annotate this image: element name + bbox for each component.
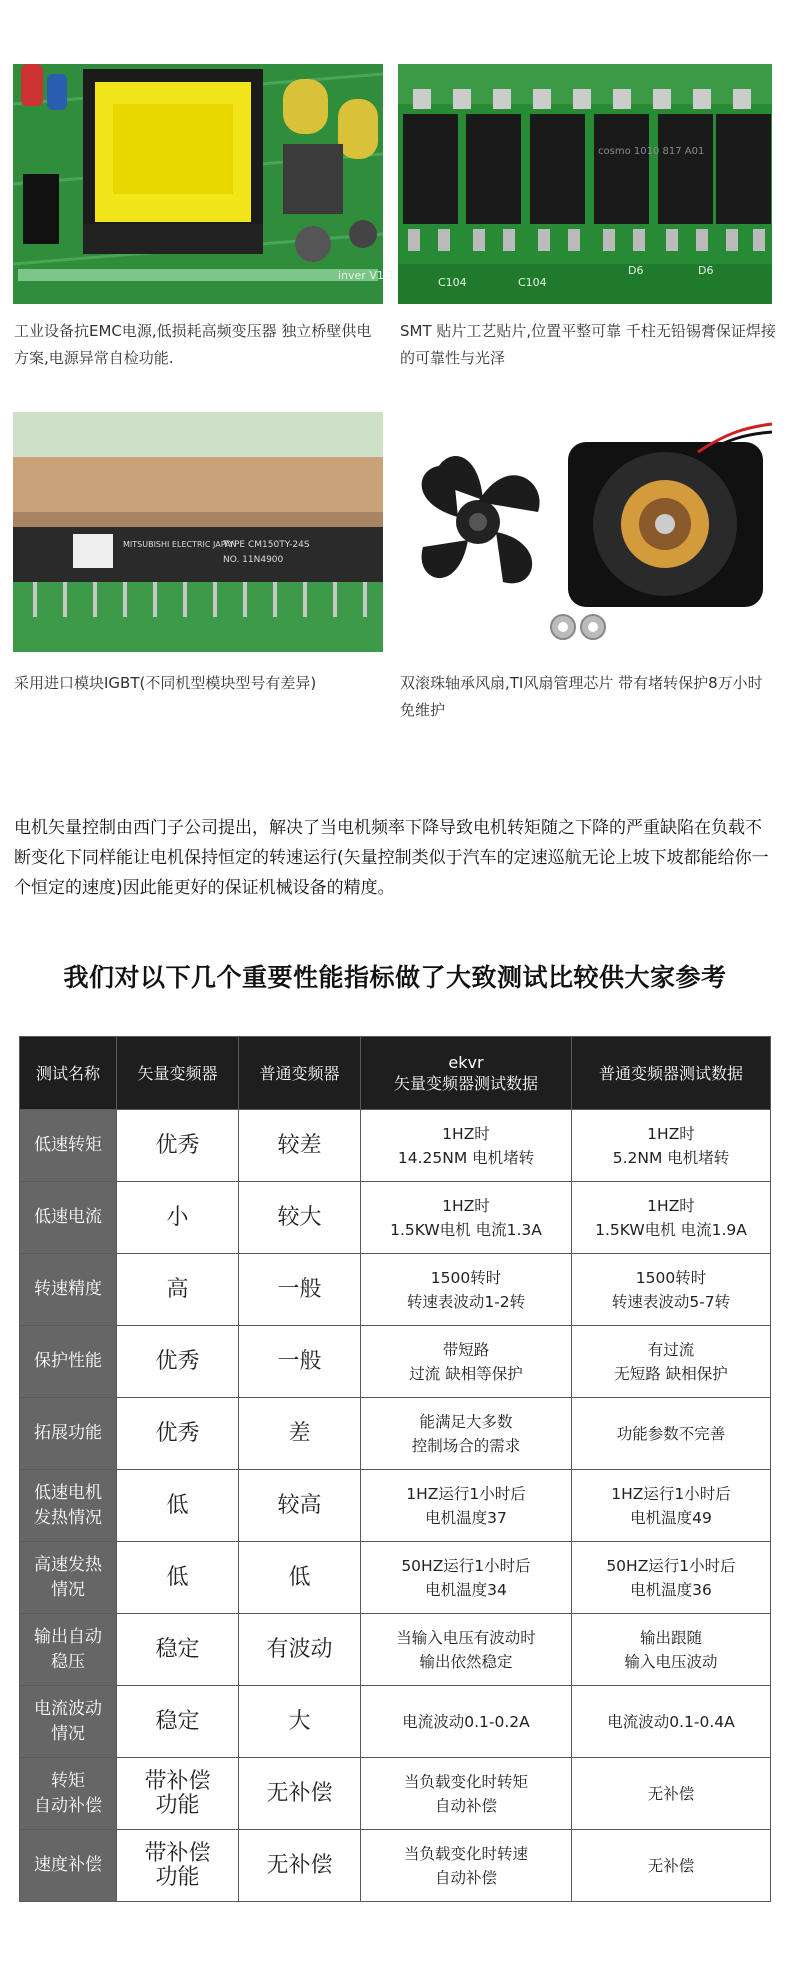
row-name-cell: 低速电机 发热情况 — [20, 1470, 117, 1542]
pcb-label-c104-b: C104 — [518, 276, 547, 289]
row-name-cell: 拓展功能 — [20, 1398, 117, 1470]
table-cell: 1HZ时 1.5KW电机 电流1.3A — [361, 1182, 572, 1254]
table-cell: 1HZ运行1小时后 电机温度49 — [572, 1470, 771, 1542]
row-name-cell: 电流波动 情况 — [20, 1686, 117, 1758]
emc-power-board-photo — [13, 64, 395, 304]
table-cell: 带短路 过流 缺相等保护 — [361, 1326, 572, 1398]
table-row — [20, 1830, 771, 1902]
table-header-cell: 矢量变频器 — [117, 1037, 239, 1110]
table-row — [20, 1182, 771, 1254]
table-row — [20, 1254, 771, 1326]
table-cell: 功能参数不完善 — [572, 1398, 771, 1470]
table-row — [20, 1686, 771, 1758]
row-name-cell: 转矩 自动补偿 — [20, 1758, 117, 1830]
row-name-cell: 输出自动 稳压 — [20, 1614, 117, 1686]
board-version-label: inver V1.1 — [338, 269, 395, 282]
igbt-caption: 采用进口模块IGBT(不同机型模块型号有差异) — [14, 674, 317, 692]
pcb-label-d6-b: D6 — [698, 264, 714, 277]
row-name-cell: 保护性能 — [20, 1326, 117, 1398]
table-header-cell: 普通变频器测试数据 — [572, 1037, 771, 1110]
table-cell: 稳定 — [117, 1686, 239, 1758]
table-cell: 1HZ运行1小时后 电机温度37 — [361, 1470, 572, 1542]
table-cell: 电流波动0.1-0.2A — [361, 1686, 572, 1758]
table-cell: 无补偿 — [572, 1758, 771, 1830]
emc-power-caption: 工业设备抗EMC电源,低损耗高频变压器 独立桥壁供电方案,电源异常自检功能. — [14, 322, 372, 367]
table-cell: 能满足大多数 控制场合的需求 — [361, 1398, 572, 1470]
table-body — [20, 1110, 771, 1902]
table-row — [20, 1758, 771, 1830]
table-cell: 1HZ时 14.25NM 电机堵转 — [361, 1110, 572, 1182]
table-cell: 优秀 — [117, 1110, 239, 1182]
table-cell: 无补偿 — [572, 1830, 771, 1902]
fan-caption: 双滚珠轴承风扇,TI风扇管理芯片 带有堵转保护8万小时免维护 — [400, 674, 763, 719]
table-cell: 一般 — [239, 1326, 361, 1398]
table-row — [20, 1110, 771, 1182]
igbt-module-photo — [13, 412, 383, 652]
table-row — [20, 1470, 771, 1542]
table-cell: 低 — [117, 1470, 239, 1542]
table-cell: 无补偿 — [239, 1758, 361, 1830]
table-cell: 高 — [117, 1254, 239, 1326]
row-name-cell: 低速电流 — [20, 1182, 117, 1254]
table-row — [20, 1398, 771, 1470]
table-cell: 输出跟随 输入电压波动 — [572, 1614, 771, 1686]
table-cell: 稳定 — [117, 1614, 239, 1686]
table-cell: 1500转时 转速表波动1-2转 — [361, 1254, 572, 1326]
smt-chip-marking: cosmo 1010 817 A01 — [598, 146, 705, 157]
table-header-row — [20, 1037, 771, 1110]
table-cell: 有过流 无短路 缺相保护 — [572, 1326, 771, 1398]
table-cell: 电流波动0.1-0.4A — [572, 1686, 771, 1758]
table-row — [20, 1614, 771, 1686]
row-name-cell: 高速发热 情况 — [20, 1542, 117, 1614]
igbt-no-label: NO. 11N4900 — [223, 555, 284, 565]
cooling-fan-image — [398, 412, 772, 652]
table-cell: 低 — [239, 1542, 361, 1614]
table-cell: 50HZ运行1小时后 电机温度34 — [361, 1542, 572, 1614]
table-header-cell: ekvr 矢量变频器测试数据 — [361, 1037, 572, 1110]
table-header-cell: 普通变频器 — [239, 1037, 361, 1110]
table-cell: 1HZ时 1.5KW电机 电流1.9A — [572, 1182, 771, 1254]
table-cell: 1HZ时 5.2NM 电机堵转 — [572, 1110, 771, 1182]
emc-power-board-image — [13, 64, 395, 304]
table-cell: 50HZ运行1小时后 电机温度36 — [572, 1542, 771, 1614]
table-cell: 有波动 — [239, 1614, 361, 1686]
table-cell: 优秀 — [117, 1326, 239, 1398]
comparison-heading: 我们对以下几个重要性能指标做了大致测试比较供大家参考 — [63, 963, 727, 992]
pcb-label-c104-a: C104 — [438, 276, 467, 289]
igbt-module-image — [13, 412, 383, 652]
comparison-table — [19, 1036, 771, 1902]
table-cell: 差 — [239, 1398, 361, 1470]
row-name-cell: 速度补偿 — [20, 1830, 117, 1902]
table-cell: 大 — [239, 1686, 361, 1758]
intro-paragraph: 电机矢量控制由西门子公司提出，解决了当电机频率下降导致电机转矩随之下降的严重缺陷在负载不断变化下同样能让电机保持恒定的转速运行(矢量控制类似于汽车的定速巡航无论上坡下坡都能给你一个恒定的速度)因此能更好的保证机械设备的精度。 — [14, 818, 769, 898]
row-name-cell: 转速精度 — [20, 1254, 117, 1326]
table-cell: 较大 — [239, 1182, 361, 1254]
table-cell: 带补偿 功能 — [117, 1758, 239, 1830]
igbt-type-label: TYPE CM150TY-24S — [223, 540, 310, 550]
table-cell: 无补偿 — [239, 1830, 361, 1902]
smt-chips-image — [398, 64, 772, 304]
table-cell: 小 — [117, 1182, 239, 1254]
smt-chips-photo — [398, 64, 772, 304]
table-cell: 优秀 — [117, 1398, 239, 1470]
table-header-cell: 测试名称 — [20, 1037, 117, 1110]
table-cell: 当输入电压有波动时 输出依然稳定 — [361, 1614, 572, 1686]
pcb-label-d6-a: D6 — [628, 264, 644, 277]
table-cell: 带补偿 功能 — [117, 1830, 239, 1902]
table-cell: 当负载变化时转矩 自动补偿 — [361, 1758, 572, 1830]
table-cell: 较差 — [239, 1110, 361, 1182]
smt-chips-caption: SMT 贴片工艺贴片,位置平整可靠 千柱无铅锡膏保证焊接的可靠性与光泽 — [400, 322, 776, 367]
table-cell: 低 — [117, 1542, 239, 1614]
table-cell: 当负载变化时转速 自动补偿 — [361, 1830, 572, 1902]
igbt-brand-label: MITSUBISHI ELECTRIC JAPAN — [123, 540, 237, 549]
table-cell: 一般 — [239, 1254, 361, 1326]
cooling-fan-photo — [398, 412, 772, 652]
table-cell: 1500转时 转速表波动5-7转 — [572, 1254, 771, 1326]
table-cell: 较高 — [239, 1470, 361, 1542]
row-name-cell: 低速转矩 — [20, 1110, 117, 1182]
table-row — [20, 1326, 771, 1398]
table-row — [20, 1542, 771, 1614]
